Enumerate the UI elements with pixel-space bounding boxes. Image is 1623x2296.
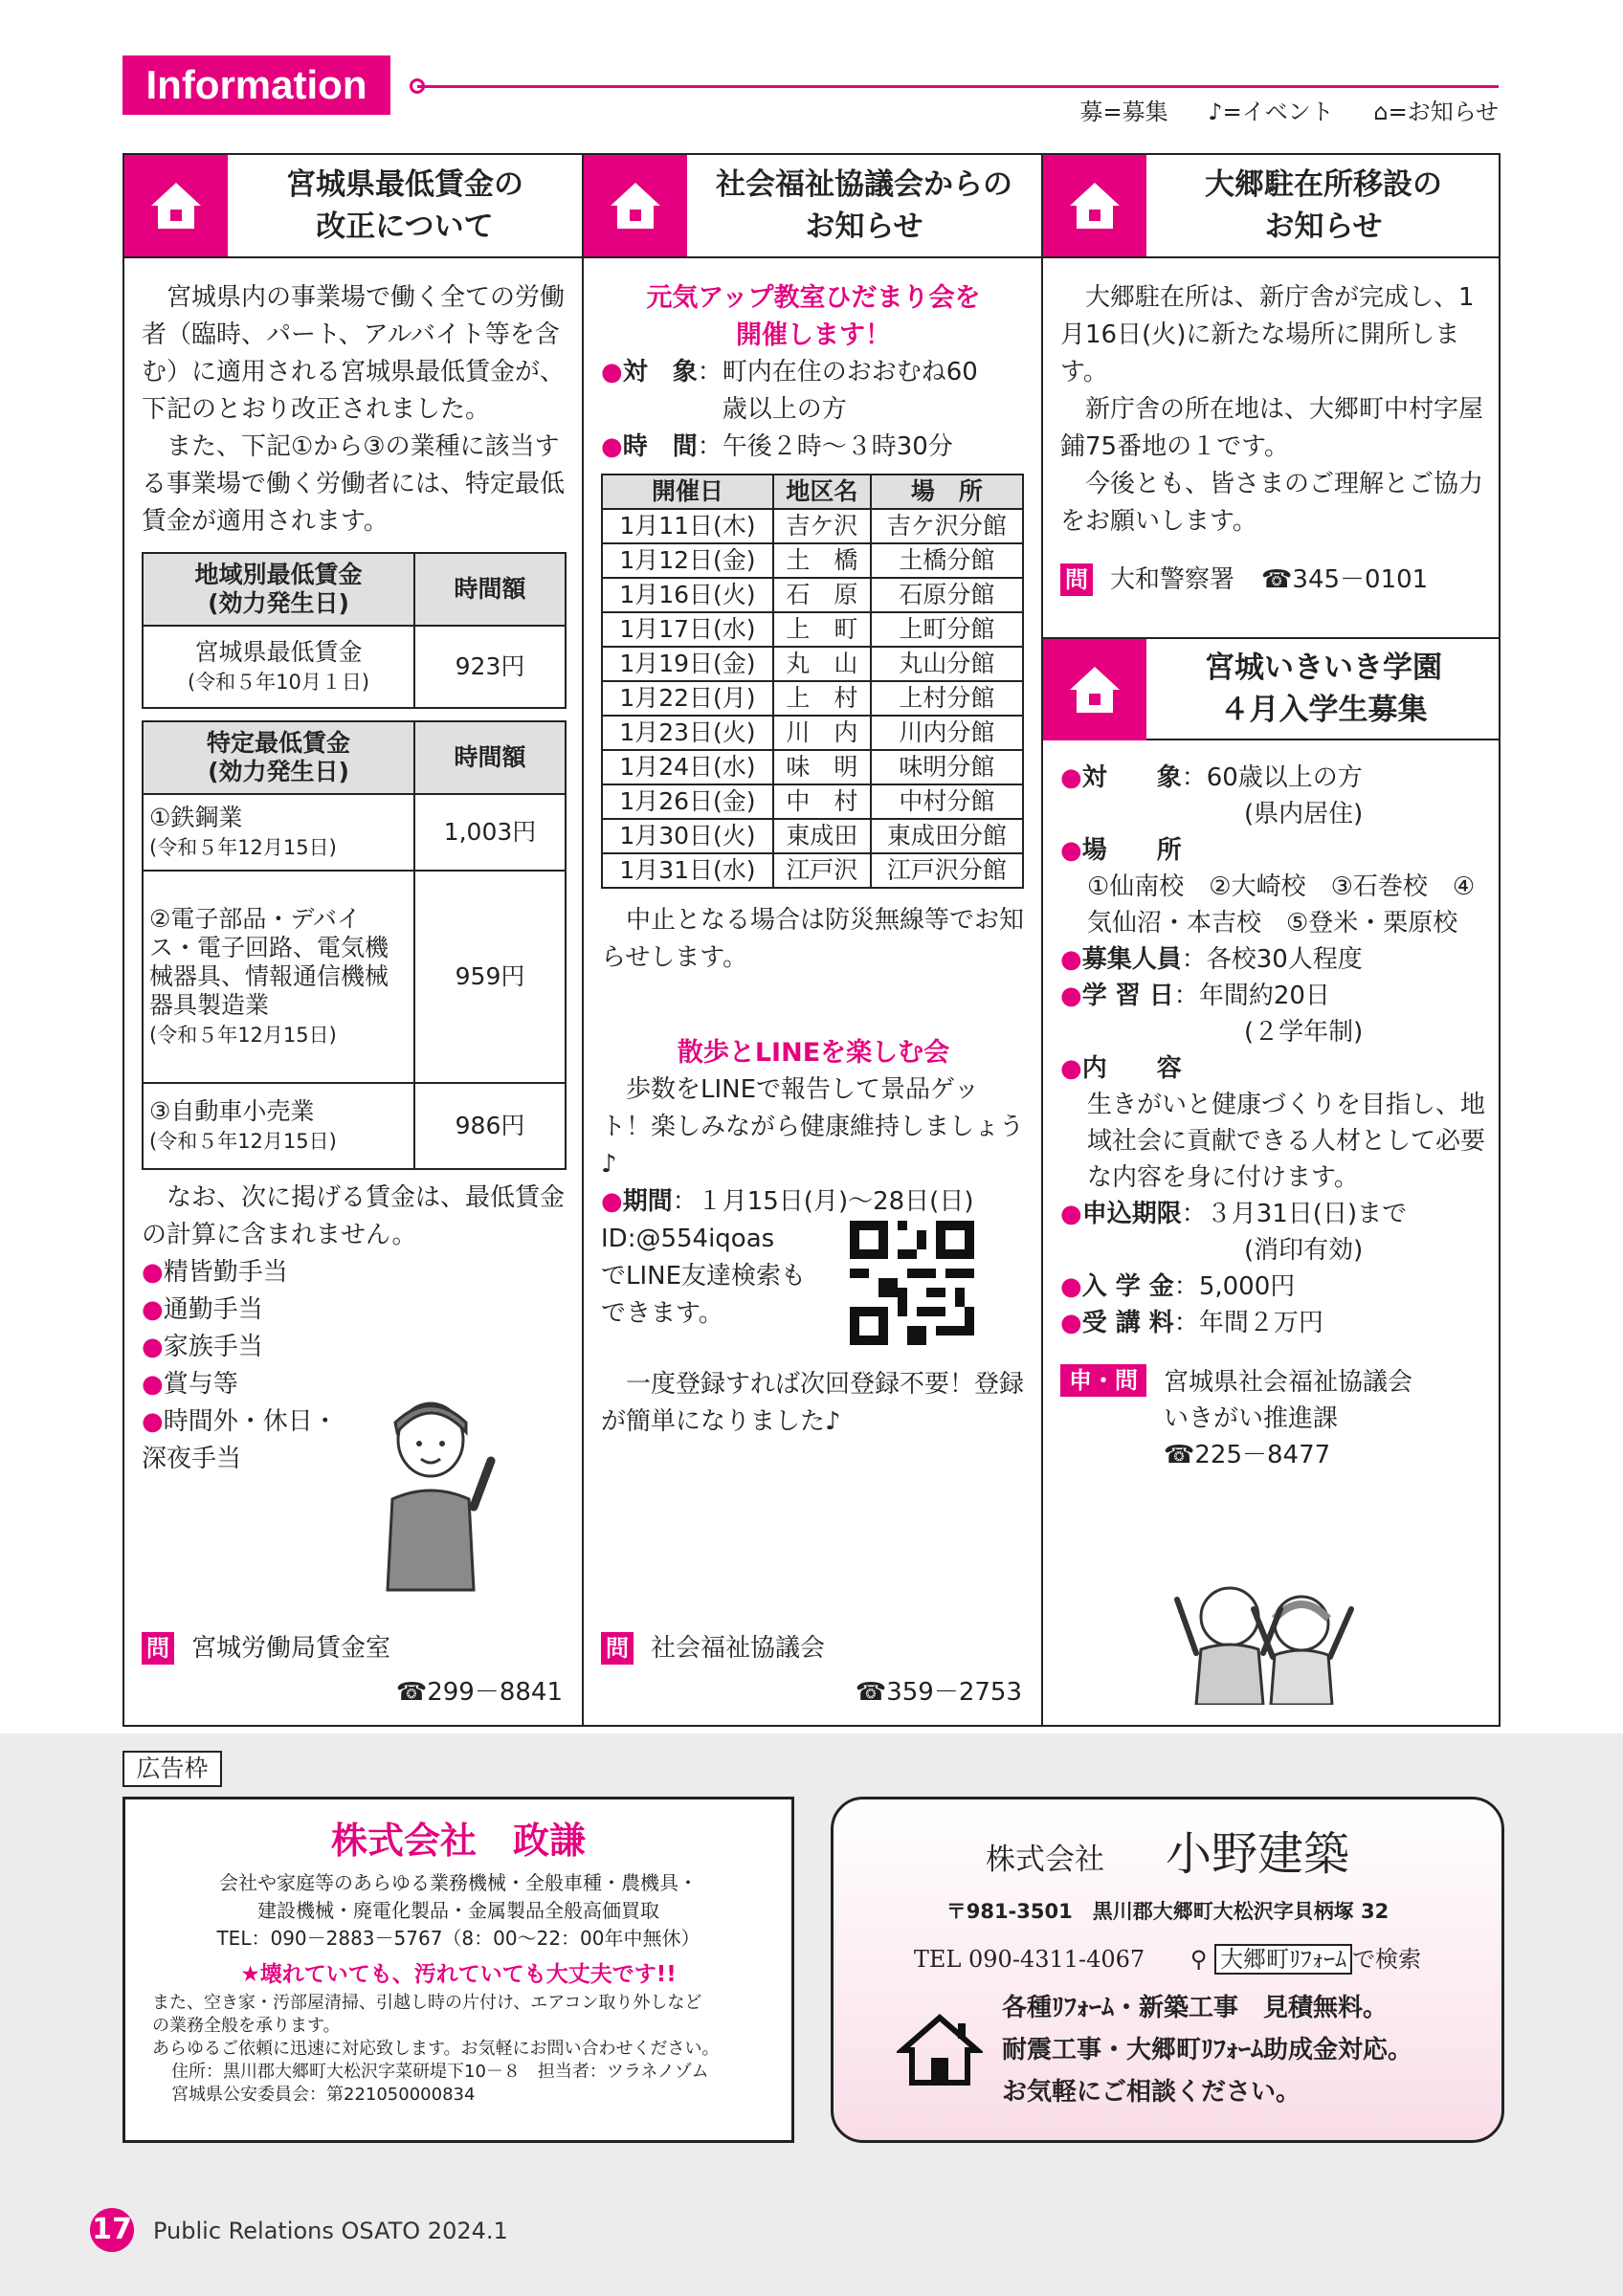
legend	[1048, 93, 1499, 126]
detail-row: ●場 所 ①仙南校 ②大崎校 ③石巻校 ④気仙沼・本吉校 ⑤登米・栗原校	[1060, 836, 1476, 938]
excluded-wage-list	[142, 1254, 567, 1478]
ad-address: 〒981-3501 黒川郡大郷町大松沢字貝柄塚 32	[945, 1900, 1390, 1923]
paragraph: 今後とも、皆さまのご理解とご協力をお願いします。	[1060, 470, 1484, 536]
detail-row: ●受 講 料：年間２万円	[1060, 1309, 1323, 1337]
paragraph: 宮城県内の事業場で働く全ての労働者（臨時、パート、アルバイト等を含む）に適用される宮城県最低賃金が、下記のとおり改正されました。	[142, 283, 566, 424]
table-row: 1月12日(金) 土 橋 土橋分館	[602, 543, 1023, 578]
list-item: ●家族手当	[142, 1333, 263, 1361]
ad-phone: TEL：090－2883－5767（8：00～22：00年中無休）	[216, 1927, 700, 1950]
house-icon	[1043, 639, 1146, 740]
gakuen-details	[1043, 740, 1501, 1473]
inquiry-badge: 問	[142, 1632, 174, 1665]
phone-number: ☎345－0101	[1261, 565, 1429, 594]
legend-recruit: 募=募集	[1079, 99, 1168, 125]
contact-gakuen: 申・問 宮城県社会福祉協議会 いきがい推進課 ☎225－8477	[1060, 1364, 1485, 1473]
articles-frame	[122, 153, 1501, 1727]
detail-row: ●入 学 金：5,000円	[1060, 1272, 1296, 1301]
ad-headline: ★壊れていても、汚れていても大丈夫です!!	[240, 1962, 677, 1987]
table-row: ①鉄鋼業 (令和５年12月15日) 1,003円	[143, 794, 566, 871]
target-row: ● 対 象 ： 町内在住のおおむね60歳以上の方	[601, 358, 978, 424]
table-row: 1月26日(金) 中 村 中村分館	[602, 784, 1023, 819]
article-title: 社会福祉協議会からの お知らせ	[716, 167, 1012, 244]
table-row: 1月19日(金) 丸 山 丸山分館	[602, 647, 1023, 681]
line-note: でLINE友達検索もできます。	[601, 1262, 807, 1328]
period-row: ●期間：１月15日(月)～28日(日)	[601, 1187, 974, 1216]
schedule-table: 開催日 地区名 場 所 1月11日(木) 吉ケ沢 吉ケ沢分館 1月12日(金) 土 橋 土橋分館 1月16日(火) 石 原 石原分館 1月17日(水) 上 町 上町分館 1月19日(金) 丸 山 丸山分館 1月22日(月) 上 村 上村分館 1月23日(火) 川 内 川内分館 1月24日(水) 味 明 味明分館 1月26日(金) 中 村 中村分館 1月30日(火) 東成田 東成田分館 1月31日(水) 江戸沢 江戸沢分館	[601, 474, 1024, 889]
apply-inquiry-badge: 申・問	[1060, 1364, 1146, 1397]
ad-frame-label: 広告枠	[122, 1751, 222, 1787]
contact-wage: 問 宮城労働局賃金室 ☎299－8841	[142, 1628, 563, 1708]
article-title: 宮城県最低賃金の 改正について	[286, 167, 523, 244]
phone-number: ☎299－8841	[395, 1678, 563, 1707]
paragraph: 一度登録すれば次回登録不要！登録が簡単になりました♪	[601, 1370, 1025, 1436]
paragraph: 歩数をLINEで報告して景品ゲット！楽しみながら健康維持しましょう♪	[601, 1075, 1025, 1179]
paragraph: また、下記①から③の業種に該当する事業場で働く労働者には、特定最低賃金が適用されます。	[142, 432, 566, 536]
table-row: 1月11日(木) 吉ケ沢 吉ケ沢分館	[602, 509, 1023, 543]
line-id: ID:@554iqoas	[601, 1225, 775, 1253]
detail-row: ●対 象：60歳以上の方 (県内居住)	[1060, 763, 1364, 828]
ad-company-name: 株式会社 政謙	[330, 1820, 586, 1862]
list-item: ●賞与等	[142, 1370, 238, 1399]
table-row: 1月17日(水) 上 町 上町分館	[602, 612, 1023, 647]
specific-wage-table: 特定最低賃金 (効力発生日) 時間額 ①鉄鋼業 (令和５年12月15日) 1,003円 ②電子部品・デバイス・電子回路、電気機械器具、情報通信機械器具製造業 (令和５年12月15日) 959円 ③自動車小売業 (令和５年12月15日) 986円	[142, 720, 567, 1170]
paragraph: 大郷駐在所は、新庁舎が完成し、1月16日(火)に新たな場所に開所します。	[1060, 283, 1475, 386]
inquiry-badge: 問	[601, 1632, 634, 1665]
legend-notice: ⌂=お知らせ	[1373, 99, 1499, 125]
list-item: ●精皆勤手当	[142, 1258, 288, 1287]
event-heading: 元気アップ教室ひだまり会を 開催します！	[646, 283, 981, 350]
contact-welfare: 問 社会福祉協議会 ☎359－2753	[601, 1628, 1022, 1708]
time-row: ●時 間：午後２時～３時30分	[601, 432, 953, 461]
ad-company-name: 株式会社 小野建築	[985, 1827, 1349, 1881]
table-row: ②電子部品・デバイス・電子回路、電気機械器具、情報通信機械器具製造業 (令和５年12月15日) 959円	[143, 871, 566, 1083]
legend-event: ♪=イベント	[1208, 99, 1334, 125]
search-icon: ⚲	[1189, 1946, 1208, 1973]
inquiry-badge: 問	[1060, 563, 1093, 596]
paragraph: 新庁舎の所在地は、大郷町中村字屋鋪75番地の１です。	[1060, 395, 1484, 461]
event-heading: 散歩とLINEを楽しむ会	[677, 1038, 950, 1068]
article-police	[1043, 155, 1501, 1725]
publication-name: Public Relations OSATO 2024.1	[153, 2218, 508, 2244]
list-item: ●通勤手当	[142, 1295, 263, 1324]
seniors-illustration	[1167, 1571, 1359, 1709]
worker-illustration	[378, 1394, 502, 1599]
table-row: 1月22日(月) 上 村 上村分館	[602, 681, 1023, 716]
header-line	[417, 85, 1499, 88]
article-title: 宮城いきいき学園 ４月入学生募集	[1205, 651, 1442, 727]
detail-row: ●申込期限：３月31日(日)まで (消印有効)	[1060, 1200, 1408, 1265]
info-section-label: Information	[122, 55, 390, 115]
table-row: 1月16日(火) 石 原 石原分館	[602, 578, 1023, 612]
table-row: 1月30日(火) 東成田 東成田分館	[602, 819, 1023, 853]
search-keyword-box: 大郷町ﾘﾌｫｰﾑ	[1214, 1944, 1352, 1975]
ad-phone: TEL 090-4311-4067	[913, 1946, 1145, 1973]
ad-seiken: 株式会社 政謙 会社や家庭等のあらゆる業務機械・全般車種・農機具・ 建設機械・廃電化製品・金属製品全般高価買取 TEL：090－2883－5767（8：00～22：00年中無休） ★壊れていても、汚れていても大丈夫です!! また、空き家・汚部屋清掃、引越し時の片付け、エアコン取り外しなど の業務全般を承ります。 あらゆるご依頼に迅速に対応致します。お気軽にお問い合わせください。 住所：黒川郡大郷町大松沢字菜研堤下10－８ 担当者：ツラネノゾム 宮城県公安委員会：第221050000834	[122, 1797, 794, 2143]
table-row: 1月23日(火) 川 内 川内分館	[602, 716, 1023, 750]
phone-number: ☎359－2753	[855, 1678, 1022, 1707]
page-number: 17	[90, 2208, 134, 2252]
house-outline-icon	[897, 2012, 983, 2088]
house-icon	[124, 155, 228, 256]
ad-ono-kenchiku: 株式会社 小野建築 〒981-3501 黒川郡大郷町大松沢字貝柄塚 32 TEL 090-4311-4067 ⚲ 大郷町ﾘﾌｫｰﾑ で検索 各種ﾘﾌｫｰﾑ・新築工事 見積無料。 耐震工事・大郷町ﾘﾌｫｰﾑ助成金対応。 お気軽にご相談ください。	[831, 1797, 1504, 2143]
table-row: ③自動車小売業 (令和５年12月15日) 986円	[143, 1083, 566, 1169]
list-item: ●時間外・休日・深夜手当	[142, 1407, 338, 1473]
table-row: 1月31日(水) 江戸沢 江戸沢分館	[602, 853, 1023, 888]
detail-row: ●学 習 日：年間約20日 (２学年制)	[1060, 982, 1364, 1047]
cancel-note: 中止となる場合は防災無線等でお知らせします。	[601, 906, 1025, 972]
article-welfare	[584, 155, 1041, 1725]
article-title: 大郷駐在所移設の お知らせ	[1205, 167, 1442, 244]
article-gakuen-header	[1043, 637, 1501, 740]
article-min-wage	[124, 155, 582, 1725]
phone-number: ☎225－8477	[1164, 1441, 1331, 1469]
qr-code-icon[interactable]	[850, 1221, 974, 1357]
table-row: 1月24日(水) 味 明 味明分館	[602, 750, 1023, 784]
ad-contact-row: TEL 090-4311-4067 ⚲ 大郷町ﾘﾌｫｰﾑ で検索	[913, 1946, 1422, 1973]
detail-row: ●内 容 生きがいと健康づくりを目指し、地域社会に貢献できる人材として必要な内容を身に付けます。	[1060, 1054, 1486, 1192]
contact-police: 問 大和警察署 ☎345－0101	[1060, 562, 1485, 599]
regional-wage-table: 地域別最低賃金 (効力発生日) 時間額 宮城県最低賃金 (令和５年10月１日) 923円	[142, 552, 567, 709]
detail-row: ●募集人員：各校30人程度	[1060, 945, 1363, 974]
house-icon	[1043, 155, 1146, 256]
paragraph: なお、次に掲げる賃金は、最低賃金の計算に含まれません。	[142, 1183, 566, 1249]
house-icon	[584, 155, 687, 256]
